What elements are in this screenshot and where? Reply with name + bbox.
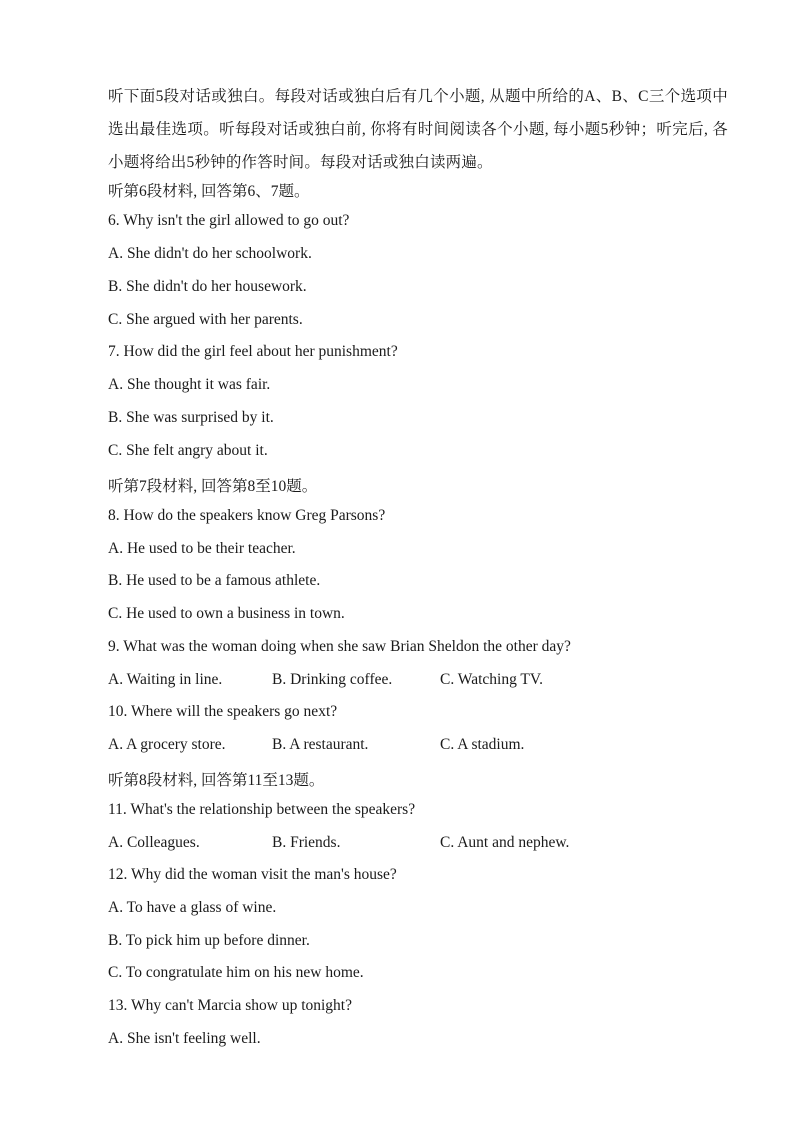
section-7-heading: 听第7段材料, 回答第8至10题。	[108, 478, 318, 495]
question-9-option-b: B. Drinking coffee.	[272, 671, 393, 688]
question-9: 9. What was the woman doing when she saw Brian Sheldon the other day?	[108, 638, 571, 655]
question-12-option-c: C. To congratulate him on his new home.	[108, 964, 364, 981]
question-10-option-c: C. A stadium.	[440, 736, 525, 753]
question-13: 13. Why can't Marcia show up tonight?	[108, 997, 352, 1014]
section-8-heading: 听第8段材料, 回答第11至13题。	[108, 772, 325, 789]
question-6-option-b: B. She didn't do her housework.	[108, 278, 307, 295]
question-8-option-c: C. He used to own a business in town.	[108, 605, 345, 622]
question-11-option-b: B. Friends.	[272, 834, 341, 851]
question-10: 10. Where will the speakers go next?	[108, 703, 338, 720]
question-12-option-a: A. To have a glass of wine.	[108, 899, 277, 916]
question-8-option-b: B. He used to be a famous athlete.	[108, 572, 321, 589]
question-11-option-a: A. Colleagues.	[108, 834, 200, 851]
question-11-option-c: C. Aunt and nephew.	[440, 834, 570, 851]
question-13-option-a: A. She isn't feeling well.	[108, 1030, 261, 1047]
question-7: 7. How did the girl feel about her punishment?	[108, 343, 398, 360]
question-6: 6. Why isn't the girl allowed to go out?	[108, 212, 350, 229]
question-7-option-c: C. She felt angry about it.	[108, 442, 268, 459]
section-6-heading: 听第6段材料, 回答第6、7题。	[108, 183, 310, 200]
question-12-option-b: B. To pick him up before dinner.	[108, 932, 310, 949]
question-11: 11. What's the relationship between the speakers?	[108, 801, 416, 818]
question-8: 8. How do the speakers know Greg Parsons?	[108, 507, 386, 524]
question-6-option-a: A. She didn't do her schoolwork.	[108, 245, 312, 262]
question-6-option-c: C. She argued with her parents.	[108, 311, 303, 328]
question-7-option-a: A. She thought it was fair.	[108, 376, 271, 393]
question-9-option-c: C. Watching TV.	[440, 671, 543, 688]
question-8-option-a: A. He used to be their teacher.	[108, 540, 296, 557]
question-12: 12. Why did the woman visit the man's house?	[108, 866, 397, 883]
question-10-option-a: A. A grocery store.	[108, 736, 226, 753]
instructions-paragraph: 听下面5段对话或独白。每段对话或独白后有几个小题, 从题中所给的A、B、C三个选项中选出最佳选项。听每段对话或独白前, 你将有时间阅读各个小题, 每小题5秒钟；听完后, 各小题将给出5秒钟的作答时间。每段对话或独白读两遍。	[108, 88, 728, 171]
question-7-option-b: B. She was surprised by it.	[108, 409, 274, 426]
question-9-option-a: A. Waiting in line.	[108, 671, 223, 688]
question-10-option-b: B. A restaurant.	[272, 736, 369, 753]
